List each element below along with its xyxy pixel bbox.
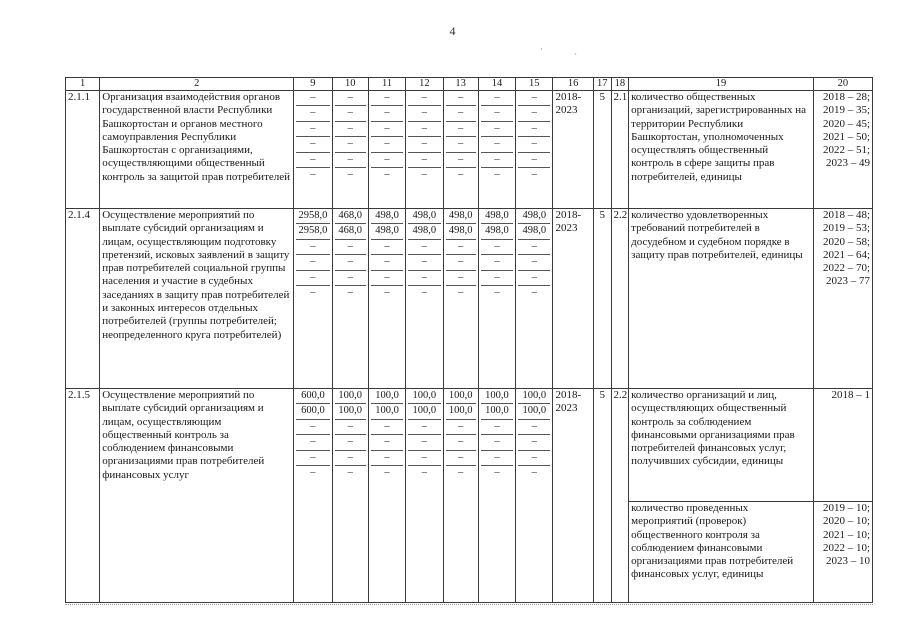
funding-column [368, 209, 405, 389]
funding-value: – [518, 240, 550, 255]
funding-value: – [347, 168, 353, 180]
header-cell: 19 [629, 78, 814, 91]
funding-value: – [371, 137, 403, 152]
event-code: 2.1.1 [66, 91, 100, 209]
header-cell: 14 [478, 78, 515, 91]
funding-value: – [296, 435, 329, 450]
funding-column [332, 389, 368, 603]
funding-value: 100,0 [335, 389, 366, 404]
target-value: 2018 – 28; [822, 91, 870, 103]
funding-column [516, 389, 553, 603]
funding-value: – [296, 271, 329, 286]
table-row [66, 389, 873, 603]
funding-column [406, 389, 443, 603]
header-cell: 1 [66, 78, 100, 91]
funding-value: – [296, 122, 329, 137]
funding-value: – [421, 168, 427, 180]
funding-value: – [335, 451, 366, 466]
funding-value: 100,0 [518, 404, 550, 419]
funding-value: – [408, 137, 440, 152]
funding-value: – [458, 168, 464, 180]
period: 2018-2023 [553, 209, 593, 389]
funding-value: – [296, 137, 329, 152]
funding-value: 100,0 [518, 389, 550, 404]
funding-value: 468,0 [335, 224, 366, 239]
funding-column [516, 91, 553, 209]
header-cell: 9 [294, 78, 332, 91]
funding-column [332, 209, 368, 389]
funding-value: – [494, 168, 500, 180]
funding-value: – [481, 106, 513, 121]
header-row [66, 78, 873, 91]
column-17: 5 [593, 389, 611, 603]
funding-column [294, 389, 332, 603]
target-value: 2019 – 53; [822, 222, 870, 235]
funding-value: – [518, 137, 550, 152]
column-18: 2.1 [611, 91, 629, 209]
funding-value: 100,0 [481, 389, 513, 404]
funding-value: – [296, 451, 329, 466]
table-row [66, 209, 873, 389]
funding-value: – [446, 435, 476, 450]
funding-value: – [296, 240, 329, 255]
funding-column [443, 209, 478, 389]
funding-value: – [296, 106, 329, 121]
target-value: 2023 – 49 [826, 157, 870, 170]
indicator-cell [629, 91, 814, 209]
funding-value: 498,0 [446, 224, 476, 239]
indicator-text: количество проведенных мероприятий (проверок) общественного контроля за соблюдением финансовыми организациями прав потребителей финансовых услуг, единицы [629, 501, 813, 582]
funding-value: – [518, 153, 550, 168]
funding-value: – [446, 122, 476, 137]
funding-value: – [458, 286, 464, 298]
funding-value: 498,0 [408, 224, 440, 239]
funding-value: 498,0 [446, 209, 476, 224]
page-number: 4 [449, 24, 456, 38]
funding-value: – [481, 91, 513, 106]
funding-value: 100,0 [481, 404, 513, 419]
funding-value: – [296, 91, 329, 106]
funding-value: – [384, 168, 390, 180]
funding-value: – [446, 255, 476, 270]
funding-value: 468,0 [335, 209, 366, 224]
funding-value: – [335, 420, 366, 435]
column-17: 5 [593, 209, 611, 389]
target-values-cell [813, 209, 872, 389]
funding-value: – [335, 153, 366, 168]
target-value: 2020 – 45; [822, 117, 870, 130]
funding-value: – [446, 451, 476, 466]
funding-value: – [518, 420, 550, 435]
funding-value: 498,0 [518, 224, 550, 239]
program-table [65, 77, 873, 603]
funding-value: – [335, 91, 366, 106]
funding-value: – [518, 122, 550, 137]
funding-value: – [518, 435, 550, 450]
funding-value: 498,0 [518, 209, 550, 224]
funding-value: – [335, 240, 366, 255]
funding-value: – [371, 420, 403, 435]
target-value: 2023 – 77 [826, 275, 870, 288]
period: 2018-2023 [553, 389, 593, 603]
funding-value: 498,0 [408, 209, 440, 224]
target-values [816, 91, 870, 185]
funding-value: – [384, 466, 390, 478]
funding-value: – [347, 286, 353, 298]
target-value: 2022 – 51; [822, 144, 870, 157]
funding-value: – [310, 466, 316, 478]
funding-value: – [481, 240, 513, 255]
funding-value: – [518, 91, 550, 106]
funding-value: – [446, 137, 476, 152]
funding-value: – [458, 466, 464, 478]
funding-column [332, 91, 368, 209]
funding-value: 100,0 [408, 404, 440, 419]
header-cell: 10 [332, 78, 368, 91]
funding-value: – [347, 466, 353, 478]
funding-value: – [518, 451, 550, 466]
funding-column [443, 389, 478, 603]
funding-value: – [408, 255, 440, 270]
target-value: 2021 – 10; [822, 528, 870, 541]
funding-value: 498,0 [371, 224, 403, 239]
event-name: Осуществление мероприятий по выплате субсидий организациям и лицам, осуществляющим общественный контроль за соблюдением финансовыми организациями прав потребителей финансовых услуг [100, 389, 294, 603]
funding-value: – [408, 122, 440, 137]
funding-value: – [518, 106, 550, 121]
funding-value: 600,0 [296, 389, 329, 404]
funding-value: – [296, 153, 329, 168]
indicator-text: количество организаций и лиц, осуществляющих общественный контроль за соблюдением финансовыми организациями прав потребителей финансовых услуг, получивших субсидии, единицы [631, 389, 795, 468]
funding-value: – [408, 271, 440, 286]
funding-value: – [446, 271, 476, 286]
target-value: 2020 – 10; [822, 515, 870, 528]
target-value: 2021 – 50; [822, 130, 870, 143]
event-name: Организация взаимодействия органов государственной власти Республики Башкортостан и органов местного самоуправления Республики Башкортостан с организациями, осуществляющими общественный контроль за защитой прав потребителей [100, 91, 294, 209]
funding-column [443, 91, 478, 209]
target-value: 2022 – 10; [822, 541, 870, 554]
funding-value: 498,0 [371, 209, 403, 224]
target-value: 2019 – 10; [822, 502, 870, 514]
period: 2018-2023 [553, 91, 593, 209]
header-cell: 2 [100, 78, 294, 91]
scan-speck: ` [574, 52, 577, 62]
indicator-cell [629, 389, 814, 603]
indicator-text: количество удовлетворенных требований потребителей в досудебном и судебном порядке в защиту прав потребителей, единицы [631, 209, 803, 261]
funding-value: – [384, 286, 390, 298]
funding-value: – [481, 122, 513, 137]
funding-value: – [531, 466, 537, 478]
funding-value: – [408, 435, 440, 450]
funding-value: – [446, 240, 476, 255]
funding-value: – [481, 153, 513, 168]
funding-value: – [518, 255, 550, 270]
funding-value: – [408, 106, 440, 121]
funding-value: – [446, 106, 476, 121]
funding-column [406, 91, 443, 209]
funding-value: – [494, 286, 500, 298]
funding-value: 600,0 [296, 404, 329, 419]
funding-value: 498,0 [481, 224, 513, 239]
target-value: 2018 – 48; [822, 209, 870, 221]
funding-column [368, 389, 405, 603]
funding-value: – [531, 168, 537, 180]
header-cell: 17 [593, 78, 611, 91]
funding-value: – [481, 137, 513, 152]
funding-column [294, 209, 332, 389]
funding-value: – [408, 153, 440, 168]
funding-column [478, 209, 515, 389]
scan-speck: · [540, 44, 543, 54]
funding-column [368, 91, 405, 209]
funding-value: – [335, 255, 366, 270]
funding-value: – [481, 420, 513, 435]
target-values [816, 209, 870, 303]
funding-value: 100,0 [446, 404, 476, 419]
funding-value: – [494, 466, 500, 478]
header-cell: 12 [406, 78, 443, 91]
event-code: 2.1.4 [66, 209, 100, 389]
funding-value: 498,0 [481, 209, 513, 224]
header-cell: 13 [443, 78, 478, 91]
target-values [816, 389, 870, 501]
funding-value: – [371, 106, 403, 121]
funding-value: – [371, 153, 403, 168]
header-cell: 18 [611, 78, 629, 91]
funding-value: – [371, 122, 403, 137]
target-values-cell [813, 389, 872, 603]
target-value: 2018 – 1 [831, 389, 870, 401]
funding-value: 2958,0 [296, 224, 329, 239]
target-value: 2019 – 35; [822, 104, 870, 117]
funding-value: 100,0 [371, 404, 403, 419]
funding-value: – [446, 420, 476, 435]
table-row [66, 91, 873, 209]
funding-value: – [310, 286, 316, 298]
event-name: Осуществление мероприятий по выплате субсидий организациям и лицам, осуществляющим подготовку претензий, исковых заявлений в защиту прав потребителей социальной группы населения и участие в судебных заседаниях в защиту прав потребителей и законных интересов отдельных потребителей (группы потребителей; неопределенного круга потребителей) [100, 209, 294, 389]
indicator-text: количество общественных организаций, зарегистрированных на территории Республики Башкортостан, уполномоченных осуществлять общественный контроль в сфере защиты прав потребителей, единицы [631, 91, 807, 183]
funding-value: 2958,0 [296, 209, 329, 224]
header-cell: 15 [516, 78, 553, 91]
funding-value: – [296, 255, 329, 270]
funding-column [406, 209, 443, 389]
funding-value: 100,0 [371, 389, 403, 404]
target-value: 2020 – 58; [822, 235, 870, 248]
funding-column [516, 209, 553, 389]
target-values-cell [813, 91, 872, 209]
funding-value: – [310, 168, 316, 180]
funding-column [478, 389, 515, 603]
funding-value: 100,0 [408, 389, 440, 404]
column-18: 2.2 [611, 209, 629, 389]
funding-value: – [371, 240, 403, 255]
funding-value: – [481, 435, 513, 450]
funding-value: – [408, 240, 440, 255]
target-value: 2023 – 10 [826, 555, 870, 568]
funding-value: – [335, 435, 366, 450]
header-cell: 20 [813, 78, 872, 91]
funding-value: – [518, 271, 550, 286]
event-code: 2.1.5 [66, 389, 100, 603]
funding-value: – [421, 466, 427, 478]
funding-value: 100,0 [335, 404, 366, 419]
funding-value: – [371, 435, 403, 450]
funding-value: – [371, 271, 403, 286]
indicator-cell [629, 209, 814, 389]
funding-value: – [421, 286, 427, 298]
page-bottom-rule [65, 604, 873, 605]
funding-value: – [371, 255, 403, 270]
target-values [814, 501, 872, 582]
funding-value: – [408, 451, 440, 466]
funding-value: – [335, 137, 366, 152]
funding-value: – [371, 91, 403, 106]
funding-value: 100,0 [446, 389, 476, 404]
funding-value: – [335, 122, 366, 137]
funding-value: – [481, 271, 513, 286]
funding-value: – [446, 153, 476, 168]
header-cell: 11 [368, 78, 405, 91]
funding-value: – [408, 420, 440, 435]
funding-value: – [481, 255, 513, 270]
funding-value: – [296, 420, 329, 435]
header-cell: 16 [553, 78, 593, 91]
funding-value: – [481, 451, 513, 466]
funding-value: – [531, 286, 537, 298]
funding-value: – [446, 91, 476, 106]
funding-value: – [371, 451, 403, 466]
funding-value: – [335, 106, 366, 121]
column-18: 2.2 [611, 389, 629, 603]
target-value: 2021 – 64; [822, 248, 870, 261]
target-value: 2022 – 70; [822, 262, 870, 275]
funding-value: – [408, 91, 440, 106]
funding-column [294, 91, 332, 209]
funding-value: – [335, 271, 366, 286]
column-17: 5 [593, 91, 611, 209]
funding-column [478, 91, 515, 209]
